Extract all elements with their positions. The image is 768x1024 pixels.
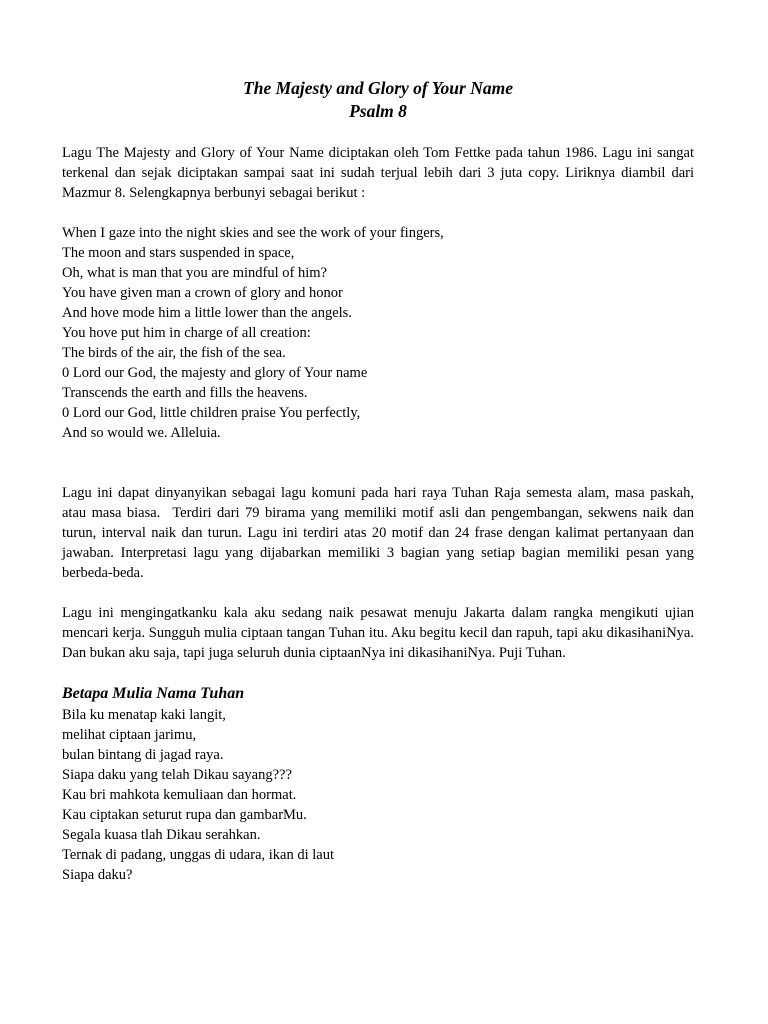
lyric-line: 0 Lord our God, the majesty and glory of Your name: [62, 365, 368, 381]
lyric-line: You have given man a crown of glory and honor: [62, 285, 343, 301]
document-page: [62, 77, 694, 885]
lyric-line: Oh, what is man that you are mindful of him?: [62, 265, 327, 281]
lyric-line: 0 Lord our God, little children praise You perfectly,: [62, 405, 361, 421]
lyric-line: And hove mode him a little lower than the angels.: [62, 305, 352, 321]
reflection-paragraph: Lagu ini mengingatkanku kala aku sedang naik pesawat menuju Jakarta dalam rangka mengikuti ujian mencari kerja. Sungguh mulia ciptaan tangan Tuhan itu. Aku begitu kecil dan rapuh, tapi aku dikasihaniNya. Dan bukan aku saja, tapi juga seluruh dunia ciptaanNya ini dikasihaniNya. Puji Tuhan.: [62, 605, 694, 661]
title-block: [62, 77, 694, 123]
lyric-line: Kau bri mahkota kemuliaan dan hormat.: [62, 787, 297, 803]
lyric-line: Siapa daku yang telah Dikau sayang???: [62, 767, 292, 783]
lyric-line: The birds of the air, the fish of the sea.: [62, 345, 286, 361]
indonesian-song-heading: Betapa Mulia Nama Tuhan: [62, 685, 245, 702]
lyric-line: Kau ciptakan seturut rupa dan gambarMu.: [62, 807, 307, 823]
lyric-line: You hove put him in charge of all creation:: [62, 325, 311, 341]
lyric-line: Ternak di padang, unggas di udara, ikan di laut: [62, 847, 334, 863]
lyric-line: Transcends the earth and fills the heavens.: [62, 385, 308, 401]
lyric-line: When I gaze into the night skies and see the work of your fingers,: [62, 225, 444, 241]
indonesian-lyrics: [62, 705, 694, 885]
lyric-line: bulan bintang di jagad raya.: [62, 747, 224, 763]
english-lyrics: [62, 223, 694, 443]
lyric-line: And so would we. Alleluia.: [62, 425, 221, 441]
lyric-line: Bila ku menatap kaki langit,: [62, 707, 226, 723]
lyric-line: The moon and stars suspended in space,: [62, 245, 295, 261]
description-paragraph: [62, 483, 694, 583]
intro-paragraph: Lagu The Majesty and Glory of Your Name diciptakan oleh Tom Fettke pada tahun 1986. Lagu ini sangat terkenal dan sejak diciptakan sampai saat ini sudah terjual lebih dari 3 juta copy. Liriknya diambil dari Mazmur 8. Selengkapnya berbunyi sebagai berikut :: [62, 145, 694, 201]
document-title: The Majesty and Glory of Your Name: [243, 78, 513, 98]
document-subtitle: Psalm 8: [349, 101, 407, 121]
lyric-line: Segala kuasa tlah Dikau serahkan.: [62, 827, 261, 843]
lyric-line: Siapa daku?: [62, 867, 133, 883]
description-part-1: Lagu ini dapat dinyanyikan sebagai lagu komuni pada hari raya Tuhan Raja semesta alam, masa paskah, atau masa biasa.: [62, 485, 694, 521]
lyric-line: melihat ciptaan jarimu,: [62, 727, 197, 743]
description-part-2: Terdiri dari 79 birama yang memiliki motif asli dan pengembangan, sekwens naik dan turun, interval naik dan turun. Lagu ini terdiri atas 20 motif dan 24 frase dengan kalimat pertanyaan dan jawaban. Interpretasi lagu yang dijabarkan memiliki 3 bagian yang setiap bagian memiliki pesan yang berbeda-beda.: [62, 505, 694, 581]
